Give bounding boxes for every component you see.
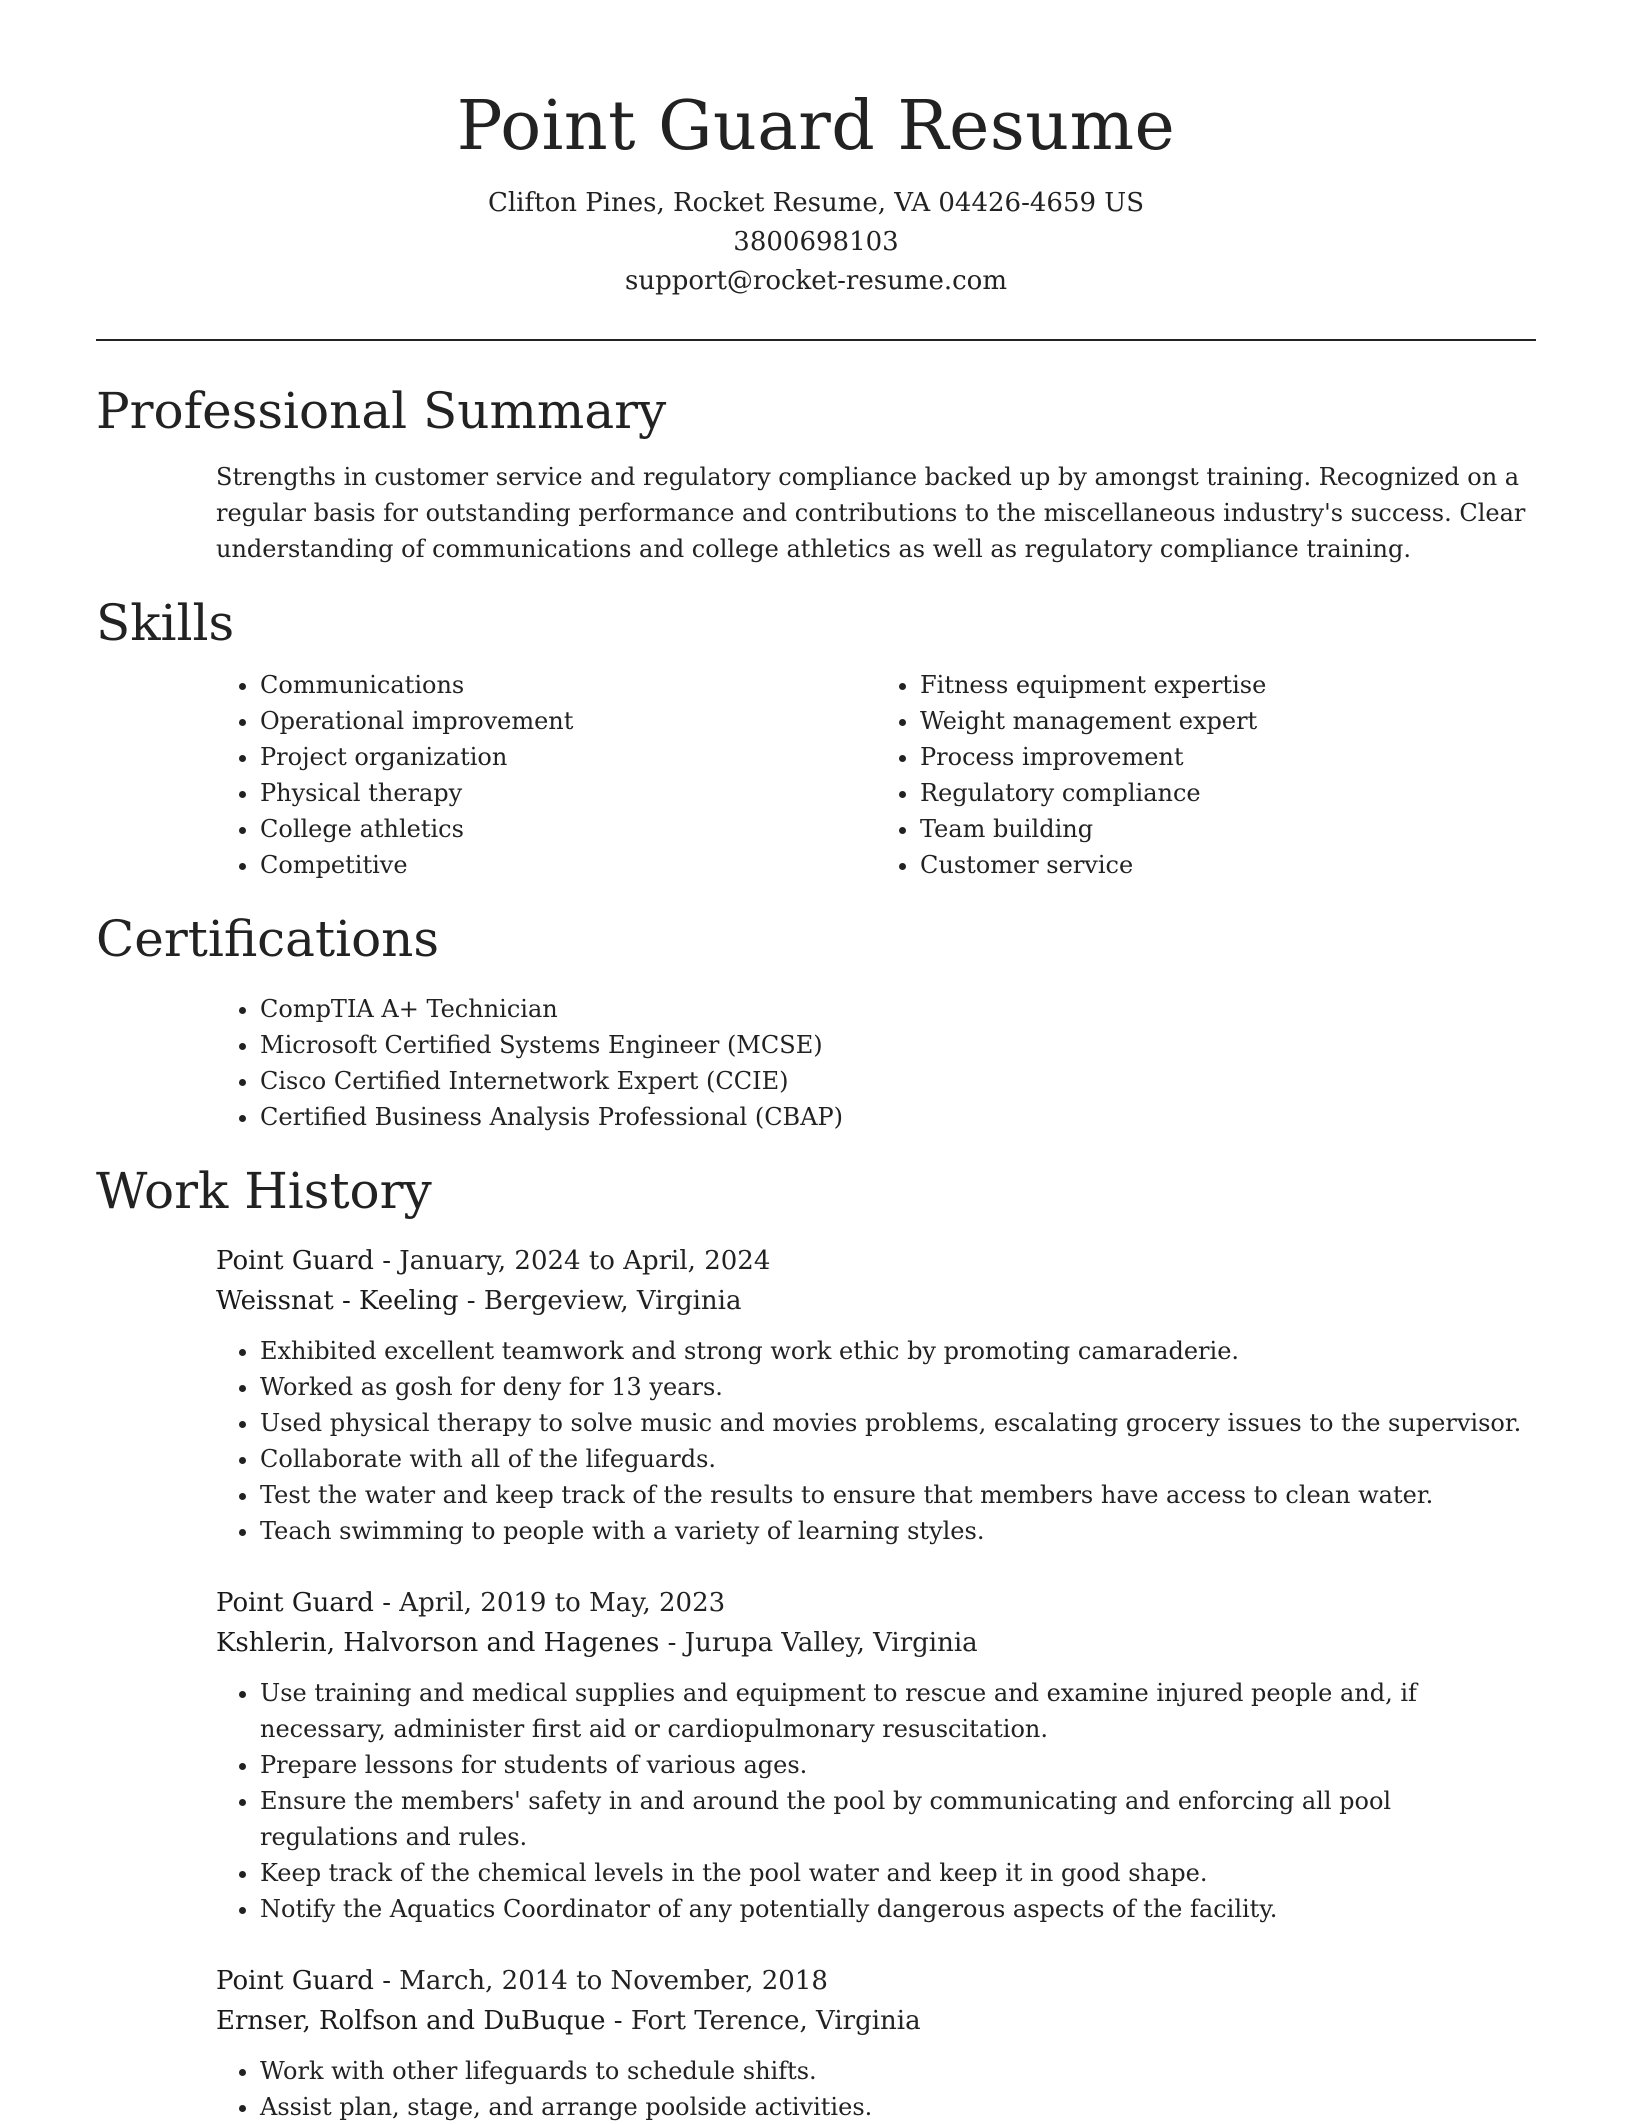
job-bullets <box>216 1333 1526 1549</box>
work-history-heading: Work History <box>96 1162 432 1220</box>
job-dates: January, 2024 to April, 2024 <box>399 1246 771 1276</box>
certification-item: • Certified Business Analysis Professional (CBAP) <box>260 1099 1536 1135</box>
job-bullet: • Exhibited excellent teamwork and strong work ethic by promoting camaraderie. <box>260 1333 1526 1369</box>
resume-header <box>96 0 1536 301</box>
contact-address: Clifton Pines, Rocket Resume, VA 04426-4659 US <box>487 188 1145 218</box>
job-bullet: • Used physical therapy to solve music and movies problems, escalating grocery issues to the supervisor. <box>260 1405 1526 1441</box>
job-bullet: • Teach swimming to people with a variety of learning styles. <box>260 1513 1526 1549</box>
job-company: Weissnat - Keeling <box>216 1286 459 1316</box>
job-dates: March, 2014 to November, 2018 <box>399 1966 828 1996</box>
job-bullet: • Notify the Aquatics Coordinator of any potentially dangerous aspects of the facility. <box>260 1891 1526 1927</box>
job-separator: - <box>382 1588 400 1618</box>
skill-item: • Project organization <box>260 739 876 775</box>
skill-item: • Weight management expert <box>920 703 1536 739</box>
job-company-line <box>216 1281 1526 1321</box>
skill-item: • Physical therapy <box>260 775 876 811</box>
certification-item: • Cisco Certified Internetwork Expert (CCIE) <box>260 1063 1536 1099</box>
job-bullet: • Collaborate with all of the lifeguards. <box>260 1441 1526 1477</box>
certifications-list <box>216 991 1536 1135</box>
job-role-line <box>216 1241 1526 1281</box>
job-entry <box>216 1583 1526 1927</box>
job-role-line <box>216 1961 1526 2001</box>
job-bullet: • Ensure the members' safety in and around the pool by communicating and enforcing all pool regulations and rules. <box>260 1783 1526 1855</box>
job-separator: - <box>466 1286 484 1316</box>
skill-item: • Process improvement <box>920 739 1536 775</box>
skill-item: • Fitness equipment expertise <box>920 667 1536 703</box>
skill-item: • Communications <box>260 667 876 703</box>
job-company: Ernser, Rolfson and DuBuque <box>216 2006 606 2036</box>
job-bullet: • Use training and medical supplies and equipment to rescue and examine injured people and, if necessary, administer first aid or cardiopulmonary resuscitation. <box>260 1675 1526 1747</box>
certification-item: • CompTIA A+ Technician <box>260 991 1536 1027</box>
skills-list <box>216 667 1536 883</box>
job-entry <box>216 1241 1526 1549</box>
skill-item: • College athletics <box>260 811 876 847</box>
skill-item: • Team building <box>920 811 1536 847</box>
job-separator: - <box>382 1246 400 1276</box>
skill-item: • Competitive <box>260 847 876 883</box>
job-bullets <box>216 1675 1526 1927</box>
job-location: Bergeview, Virginia <box>483 1286 742 1316</box>
job-company-line <box>216 2001 1526 2041</box>
job-bullets <box>216 2053 1526 2125</box>
skills-heading: Skills <box>96 594 235 652</box>
resume-page <box>96 0 1536 2125</box>
summary-heading: Professional Summary <box>96 382 667 440</box>
summary-text: Strengths in customer service and regulatory compliance backed up by amongst training. Recognized on a regular basis for outstanding performance and contributions to the miscellaneous industry's success. Clear understanding of communications and college athletics as well as regulatory compliance training. <box>216 463 1526 563</box>
job-bullet: • Test the water and keep track of the results to ensure that members have access to clean water. <box>260 1477 1526 1513</box>
skills-column-right <box>876 667 1536 883</box>
job-bullet: • Worked as gosh for deny for 13 years. <box>260 1369 1526 1405</box>
header-divider <box>96 339 1536 341</box>
skill-item: • Operational improvement <box>260 703 876 739</box>
resume-title: Point Guard Resume <box>456 87 1176 166</box>
job-location: Fort Terence, Virginia <box>630 2006 921 2036</box>
job-company: Kshlerin, Halvorson and Hagenes <box>216 1628 660 1658</box>
skills-column-left <box>216 667 876 883</box>
job-role-line <box>216 1583 1526 1623</box>
skill-item: • Customer service <box>920 847 1536 883</box>
job-bullet: • Prepare lessons for students of various ages. <box>260 1747 1526 1783</box>
job-entry <box>216 1961 1526 2125</box>
contact-block <box>96 184 1536 301</box>
job-bullet: • Keep track of the chemical levels in the pool water and keep it in good shape. <box>260 1855 1526 1891</box>
certification-item: • Microsoft Certified Systems Engineer (MCSE) <box>260 1027 1536 1063</box>
job-bullet: • Assist plan, stage, and arrange poolside activities. <box>260 2089 1526 2125</box>
skill-item: • Regulatory compliance <box>920 775 1536 811</box>
job-separator: - <box>382 1966 400 1996</box>
job-bullet: • Work with other lifeguards to schedule shifts. <box>260 2053 1526 2089</box>
job-separator: - <box>613 2006 631 2036</box>
job-dates: April, 2019 to May, 2023 <box>399 1588 726 1618</box>
job-separator: - <box>667 1628 685 1658</box>
job-role: Point Guard <box>216 1588 374 1618</box>
contact-email: support@rocket-resume.com <box>624 266 1007 296</box>
job-location: Jurupa Valley, Virginia <box>684 1628 978 1658</box>
certifications-heading: Certifications <box>96 910 440 968</box>
job-company-line <box>216 1623 1526 1663</box>
job-role: Point Guard <box>216 1246 374 1276</box>
contact-phone: 3800698103 <box>733 227 899 257</box>
job-role: Point Guard <box>216 1966 374 1996</box>
